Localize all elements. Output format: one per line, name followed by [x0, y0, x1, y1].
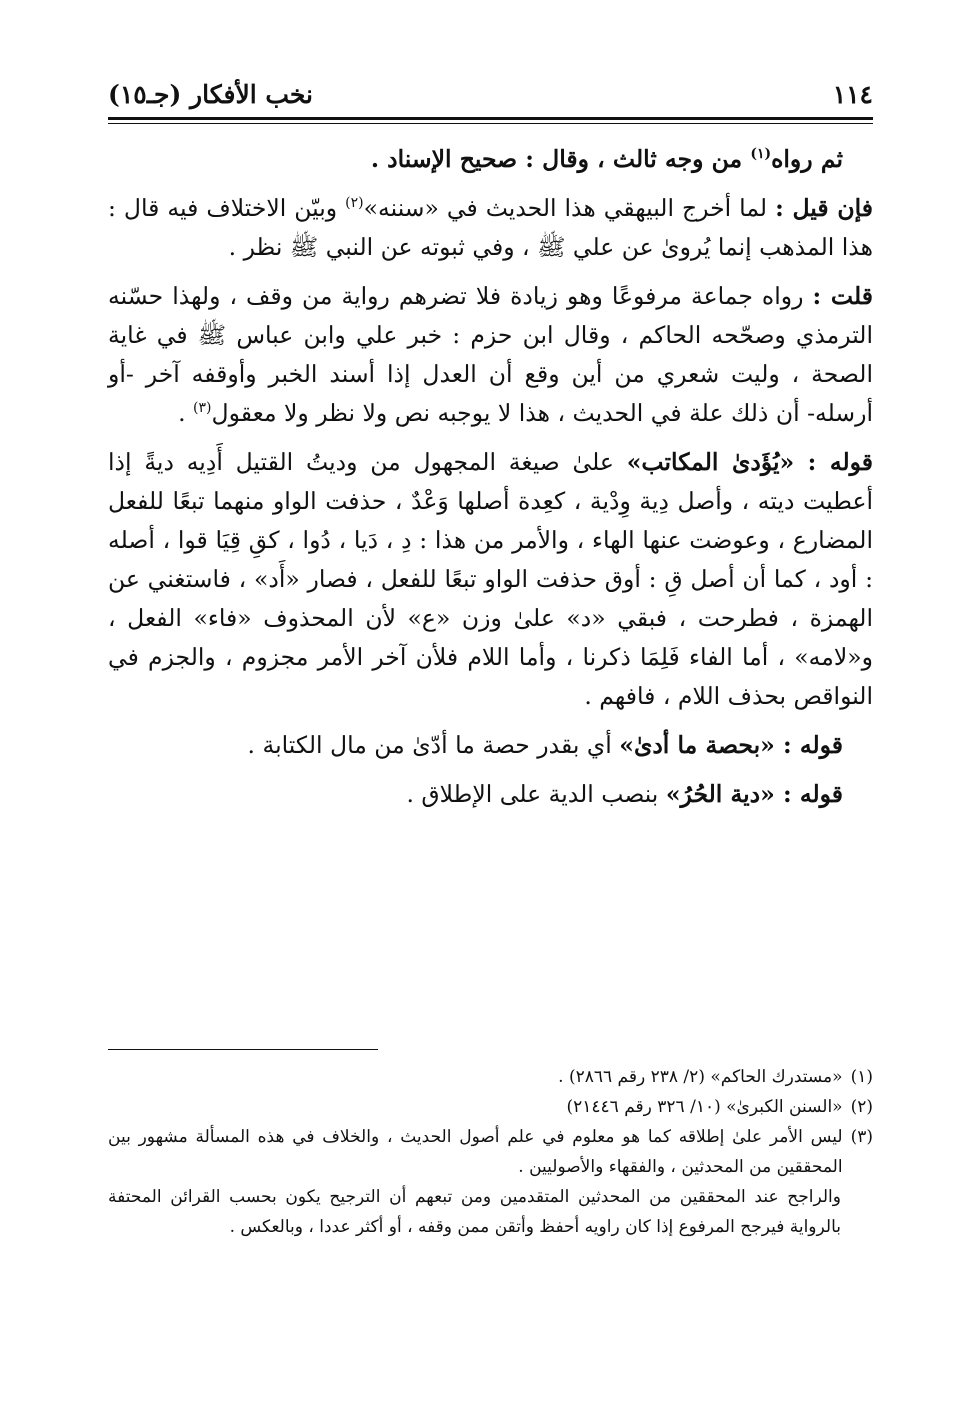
- footnote-separator: [108, 1049, 378, 1050]
- paragraph-lead: فإن قيل :: [775, 194, 874, 222]
- footnote-item: (٢) «السنن الكبرىٰ» (١٠/ ٣٢٦ رقم ٢١٤٤٦): [566, 1097, 873, 1117]
- paragraph-lead: قوله : «يُؤَدىٰ المكاتب»: [626, 448, 873, 476]
- footnote-ref-2[interactable]: (٢): [345, 195, 364, 212]
- footnote-ref-1[interactable]: (١): [750, 146, 772, 163]
- footnote-item: (٣) ليس الأمر علىٰ إطلاقه كما هو معلوم في علم أصول الحديث ، والخلاف في هذه المسألة مشهور بين المحققين من المحدثين ، والفقهاء والأصوليين .: [108, 1127, 873, 1177]
- book-page: [108, 0, 873, 1417]
- paragraph-4: قوله : «يُؤَدىٰ المكاتب» علىٰ صيغة المجهول من وديتُ القتيل أَدِيه ديةً إذا أعطيت ديته ، وأصل دِية وِدْية ، كعِدة أصلها وَعْدٌ ، حذفت الواو منهما تبعًا للفعل المضارع ، وعوضت عنها الهاء ، والأمر من هذا : دِ ، دَيا ، دُوا ، كقِ قِيَا قوا ، أصله : أود ، كما أن أصل قِ : أوق حذفت الواو تبعًا للفعل ، فصار «أَد» ، فاستغني عن الهمزة ، فطرحت ، فبقي «د» علىٰ وزن «ع» لأن المحذوف «فاء» الفعل ، و«لامه» ، أما الفاء فَلِمَا ذكرنا ، وأما اللام فلأن آخر الأمر مجزوم ، والجزم في النواقص بحذف اللام ، فافهم .: [108, 448, 873, 710]
- header-rule-thick: [108, 117, 873, 120]
- paragraph-lead: قوله : «بحصة ما أدىٰ»: [619, 731, 843, 759]
- running-header: [108, 74, 873, 114]
- paragraph-6: قوله : «دية الحُرُ» بنصب الدية على الإطلاق .: [406, 780, 843, 808]
- page-number: ١١٤: [832, 79, 873, 109]
- footnote-continuation: والراجح عند المحققين من المحدثين المتقدمين ومن تبعهم أن الترجيح يكون بحسب القرائن المحتفة بالرواية فيرجح المرفوع إذا كان راويه أحفظ وأتقن ممن وقفه ، أو أكثر عددا ، وبالعكس .: [108, 1187, 841, 1237]
- footnote-ref-3[interactable]: (٣): [193, 400, 212, 417]
- paragraph-3: قلت : رواه جماعة مرفوعًا وهو زيادة فلا تضرهم رواية من وقف ، ولهذا حسّنه الترمذي وصحّحه الحاكم ، وقال ابن حزم : خبر علي وابن عباس ﷺ في غاية الصحة ، وليت شعري من أين وقع أن العدل إذا أسند الخبر وأوقفه آخر -أو أرسله- أن ذلك علة في الحديث ، هذا لا يوجبه نص ولا نظر ولا معقول$^{(٣)}$ .: [108, 282, 873, 427]
- paragraph-2: فإن قيل : لما أخرج البيهقي هذا الحديث في «سننه»$^{(٢)}$ وبيّن الاختلاف فيه قال : هذا المذهب إنما يُروىٰ عن علي ﷺ ، وفي ثبوته عن النبي ﷺ نظر .: [108, 194, 874, 261]
- book-title: نخب الأفكار (جـ١٥): [108, 79, 314, 109]
- paragraph-5: قوله : «بحصة ما أدىٰ» أي بقدر حصة ما أدّىٰ من مال الكتابة .: [247, 731, 843, 759]
- paragraph-1: ثم رواه$^{(١)}$ من وجه ثالث ، وقال : صحيح الإسناد .: [370, 145, 843, 173]
- main-text: [108, 140, 873, 824]
- header-rule-thin: [108, 123, 873, 124]
- paragraph-lead: قلت :: [812, 282, 873, 310]
- footnote-item: (١) «مستدرك الحاكم» (٢/ ٢٣٨ رقم ٢٨٦٦) .: [558, 1067, 873, 1087]
- paragraph-lead: قوله : «دية الحُرُ»: [665, 780, 843, 808]
- footnotes: [108, 1062, 873, 1242]
